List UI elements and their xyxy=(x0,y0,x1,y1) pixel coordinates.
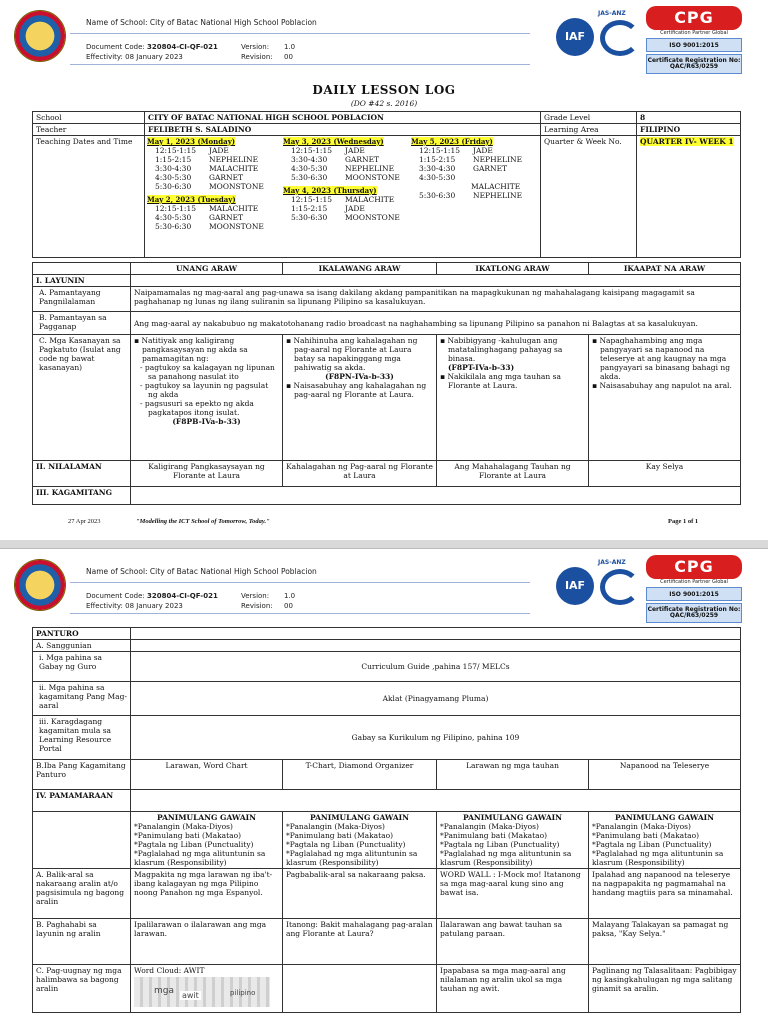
gabay-label: i. Mga pahina sa Gabay ng Guro xyxy=(33,652,131,682)
day-header-2: IKALAWANG ARAW xyxy=(283,263,437,275)
pamantayang-text: Naipamamalas ng mag-aaral ang pag-unawa sa isang dakilang akdang pampanitikan na mapagkukunan ng mahahalagang kaisipang magagamit sa paghahanap ng lunas ng ilang suliranin sa lipunang Pilipino sa kasalukuyan. xyxy=(131,287,741,312)
version-value: 1.0 xyxy=(284,592,296,600)
gabay-text: Curriculum Guide ,pahina 157/ MELCs xyxy=(131,652,741,682)
pag-uugnay-label: C. Pag-uugnay ng mga halimbawa sa bagong aralin xyxy=(33,965,131,1013)
day-header-3: IKATLONG ARAW xyxy=(437,263,589,275)
school-label: School xyxy=(33,112,145,124)
kasanayan-item: - pagsusuri sa epekto ng akda pagkatapos itong isulat. xyxy=(140,399,254,417)
schedule-row xyxy=(147,164,279,173)
revision-value: 00 xyxy=(284,602,293,610)
paghahabi-day3: Ilalarawan ang bawat tauhan sa patulang paraan. xyxy=(437,919,589,965)
header-divider xyxy=(70,613,530,614)
gawain-item: *Panimulang bati (Makatao) xyxy=(440,831,548,840)
school-seal-logo xyxy=(14,10,66,62)
pag-uugnay-day2 xyxy=(283,965,437,1013)
kasanayan-item: ▪ Naisasabuhay ang napulot na aral. xyxy=(592,381,732,390)
page-gap xyxy=(0,540,768,548)
schedule-column xyxy=(411,137,543,200)
schedule-row xyxy=(283,146,415,155)
kasanayan-day2-code: (F8PN-IVa-b-33) xyxy=(325,372,394,381)
jasanz-logo-icon xyxy=(600,20,640,56)
kasanayan-day1-list xyxy=(134,336,279,417)
lesson-log-table xyxy=(32,262,741,505)
kasanayan-day3-list xyxy=(440,336,585,363)
balik-aral-label: A. Balik-aral sa nakaraang aralin at/o pagsisimula ng bagong aralin xyxy=(33,869,131,919)
word-cloud-word: mga xyxy=(154,986,174,996)
schedule-section: MOONSTONE xyxy=(345,173,400,182)
gawain-item: *Panalangin (Maka-Diyos) xyxy=(134,822,233,831)
karagdagang-label: iii. Karagdagang kagamitan mula sa Learning Resource Portal xyxy=(33,716,131,760)
nilalaman-day3: Ang Mahahalagang Tauhan ng Florante at Laura xyxy=(437,461,589,487)
version-labels xyxy=(241,591,273,611)
header-divider xyxy=(70,33,530,34)
schedule-section: GARNET xyxy=(473,164,508,173)
schedule-row xyxy=(283,173,415,182)
teacher-value: FELIBETH S. SALADINO xyxy=(145,124,541,136)
quarter-label: Quarter & Week No. xyxy=(541,136,637,258)
kasanayan-day4 xyxy=(589,335,741,461)
version-value: 1.0 xyxy=(284,43,296,51)
nilalaman-day4: Kay Selya xyxy=(589,461,741,487)
schedule-column xyxy=(283,137,415,222)
schedule-time: 3:30-4:30 xyxy=(291,155,328,164)
schedule-section: NEPHELINE xyxy=(209,155,259,164)
balik-aral-day1: Magpakita ng mga larawan ng iba't-ibang kalagayan ng mga Pilipino noong Panahon ng mga Espanyol. xyxy=(131,869,283,919)
quarter-value-cell xyxy=(637,136,741,258)
version-label: Version: xyxy=(241,592,270,600)
day-header-1: UNANG ARAW xyxy=(131,263,283,275)
schedule-time: 12:15-1:15 xyxy=(155,146,196,155)
schedule-row xyxy=(411,164,543,173)
schedule-day: May 1, 2023 (Monday) xyxy=(147,137,236,146)
schedule-section: MALACHITE xyxy=(209,204,259,213)
certificate-registration: Certificate Registration No: QAC/R63/0259 xyxy=(646,54,742,74)
karagdagang-text: Gabay sa Kurikulum ng Filipino, pahina 109 xyxy=(131,716,741,760)
schedule-time: 5:30-6:30 xyxy=(291,213,328,222)
kasanayan-item: ▪ Napaghahambing ang mga pangyayari sa napanood na teleserye at ang kaugnay na mga pangyayari sa binasang bahagi ng akda. xyxy=(592,336,731,381)
schedule-row xyxy=(283,155,415,164)
kagamitang-pang-text: Aklat (Pinagyamang Pluma) xyxy=(131,682,741,716)
layunin-blank xyxy=(131,275,741,287)
iso-badge: ISO 9001:2015 xyxy=(646,587,742,601)
schedule-row xyxy=(147,213,279,222)
pag-uugnay-day3: Ipapabasa sa mga mag-aaral ang nilalaman ng aralin ukol sa mga tauhan ng awit. xyxy=(437,965,589,1013)
gawain-day4 xyxy=(589,812,741,869)
schedule-day: May 2, 2023 (Tuesday) xyxy=(147,195,236,204)
schedule-time: 12:15-1:15 xyxy=(291,195,332,204)
sanggunian-blank xyxy=(131,640,741,652)
revision-value: 00 xyxy=(284,53,293,61)
kasanayan-day2-item: ▪ Naisasabuhay ang kahalagahan ng pag-aaral ng Florante at Laura. xyxy=(286,381,427,399)
word-cloud-title: Word Cloud: AWIT xyxy=(134,966,205,975)
kasanayan-item: ▪ Nahihinuha ang kahalagahan ng pag-aaral ng Florante at Laura batay sa napakinggang mga pahiwatig sa akda. xyxy=(286,336,418,372)
schedule-time: 5:30-6:30 xyxy=(155,222,192,231)
pag-uugnay-day1 xyxy=(131,965,283,1013)
gawain-item: *Panalangin (Maka-Diyos) xyxy=(592,822,691,831)
schedule-section: MALACHITE xyxy=(471,182,521,191)
version-values xyxy=(284,591,295,611)
footer-date: 27 Apr 2023 xyxy=(68,518,101,525)
schedule-time: 3:30-4:30 xyxy=(155,164,192,173)
schedule-section: MOONSTONE xyxy=(209,182,264,191)
doc-code: 320804-CI-QF-021 xyxy=(147,43,218,51)
quarter-value: QUARTER IV- WEEK 1 xyxy=(640,137,734,146)
school-seal-logo xyxy=(14,559,66,611)
schedule-section: MALACHITE xyxy=(209,164,259,173)
kasanayan-item: ▪ Nabibigyang -kahulugan ang matatalinghagang pahayag sa binasa. xyxy=(440,336,563,363)
document-meta xyxy=(86,591,218,611)
schedule-time: 12:15-1:15 xyxy=(155,204,196,213)
doc-code-label: Document Code: xyxy=(86,43,145,51)
gawain-title: PANIMULANG GAWAIN xyxy=(614,813,715,822)
schedule-row xyxy=(411,173,543,182)
schedule-row xyxy=(411,146,543,155)
schedule-section: GARNET xyxy=(345,155,380,164)
revision-label: Revision: xyxy=(241,602,273,610)
schedule-day: May 5, 2023 (Friday) xyxy=(411,137,493,146)
jasanz-logo-text: JAS-ANZ xyxy=(598,559,626,566)
schedule-time: 12:15-1:15 xyxy=(419,146,460,155)
panturo-heading: PANTURO xyxy=(33,628,131,640)
gawain-title: PANIMULANG GAWAIN xyxy=(462,813,563,822)
gawain-item: *Pagtala ng Liban (Punctuality) xyxy=(134,840,254,849)
gawain-item: *Pagtala ng Liban (Punctuality) xyxy=(286,840,406,849)
paghahabi-day2: Itanong: Bakit mahalagang pag-aralan ang Florante at Laura? xyxy=(283,919,437,965)
gawain-blank xyxy=(33,812,131,869)
teacher-label: Teacher xyxy=(33,124,145,136)
version-values xyxy=(284,42,295,62)
schedule-section xyxy=(465,173,473,182)
schedule-row xyxy=(283,195,415,204)
iso-badge: ISO 9001:2015 xyxy=(646,38,742,52)
schedule-section: GARNET xyxy=(209,213,244,222)
schedule-time: 4:30-5:30 xyxy=(291,164,328,173)
page-header xyxy=(0,0,768,92)
schedule-time: 5:30-6:30 xyxy=(155,182,192,191)
paghahabi-day4: Malayang Talakayan sa pamagat ng paksa, "Kay Selya." xyxy=(589,919,741,965)
gawain-item: *Paglalahad ng mga alituntunin sa klasrum (Responsibility) xyxy=(134,849,266,867)
balik-aral-day3: WORD WALL : I-Mock mo! Itatanong sa mga mag-aaral kung sino ang bawat isa. xyxy=(437,869,589,919)
pag-uugnay-day4: Paglinang ng Talasalitaan: Pagbibigay ng kasingkahulugan ng mga salitang ginamit sa aralin. xyxy=(589,965,741,1013)
gawain-item: *Panimulang bati (Makatao) xyxy=(134,831,242,840)
iba-pang-day4: Napanood na Teleserye xyxy=(589,760,741,790)
school-name-text: Name of School: City of Batac National High School Poblacion xyxy=(86,18,317,27)
gawain-day2 xyxy=(283,812,437,869)
schedule-time: 12:15-1:15 xyxy=(291,146,332,155)
day-header-4: IKAAPAT NA ARAW xyxy=(589,263,741,275)
pamamaraan-blank xyxy=(131,790,741,812)
header-divider xyxy=(70,64,530,65)
iba-pang-day2: T-Chart, Diamond Organizer xyxy=(283,760,437,790)
doc-code-label: Document Code: xyxy=(86,592,145,600)
kasanayan-item: - pagtukoy sa kalagayan ng lipunan sa panahong nasulat ito xyxy=(140,363,275,381)
cpg-subtitle: Certification Partner Global xyxy=(660,579,728,585)
schedule-row xyxy=(147,222,279,231)
schedule-time: 4:30-5:30 xyxy=(155,173,192,182)
grade-value: 8 xyxy=(637,112,741,124)
cpg-logo: CPG xyxy=(646,555,742,579)
certificate-registration: Certificate Registration No: QAC/R63/0259 xyxy=(646,603,742,623)
area-value: FILIPINO xyxy=(637,124,741,136)
nilalaman-heading: II. NILALAMAN xyxy=(33,461,131,487)
word-cloud-word: pilipino xyxy=(230,989,256,997)
schedule-time: 3:30-4:30 xyxy=(419,164,456,173)
kasanayan-day1-code: (F8PB-IVa-b-33) xyxy=(172,417,241,426)
schedule-time: 5:30-6:30 xyxy=(419,191,456,200)
gawain-item: *Paglalahad ng mga alituntunin sa klasrum (Responsibility) xyxy=(592,849,724,867)
gawain-title: PANIMULANG GAWAIN xyxy=(156,813,257,822)
schedule-row xyxy=(147,204,279,213)
effectivity: Effectivity: 08 January 2023 xyxy=(86,602,183,610)
schedule-section: NEPHELINE xyxy=(473,155,523,164)
pagganap-text: Ang mag-aaral ay nakabubuo ng makatotohanang radio broadcast na naghahambing sa lipunang Pilipino sa panahon ni Balagtas at sa kasalukuyan. xyxy=(131,312,741,335)
gawain-item: *Paglalahad ng mga alituntunin sa klasrum (Responsibility) xyxy=(286,849,418,867)
gawain-day3 xyxy=(437,812,589,869)
kasanayan-item: - pagtukoy sa layunin ng pagsulat ng akda xyxy=(140,381,269,399)
footer-page: Page 1 of 1 xyxy=(668,518,699,525)
info-table xyxy=(32,111,741,258)
kasanayan-day2-list xyxy=(286,336,433,372)
iba-pang-day1: Larawan, Word Chart xyxy=(131,760,283,790)
kagamitang-heading: III. KAGAMITANG xyxy=(33,487,131,505)
gawain-item: *Panimulang bati (Makatao) xyxy=(286,831,394,840)
dates-label: Teaching Dates and Time xyxy=(33,136,145,258)
schedule-row xyxy=(283,164,415,173)
schedule-section: MOONSTONE xyxy=(209,222,264,231)
layunin-heading: I. LAYUNIN xyxy=(33,275,131,287)
schedule-section: JADE xyxy=(473,146,493,155)
version-label: Version: xyxy=(241,43,270,51)
page-title: DAILY LESSON LOG xyxy=(312,83,456,97)
procedure-table xyxy=(32,627,741,1013)
schedule-time: 1:15-2:15 xyxy=(291,204,328,213)
cpg-subtitle: Certification Partner Global xyxy=(660,30,728,36)
revision-label: Revision: xyxy=(241,53,273,61)
kasanayan-day2 xyxy=(283,335,437,461)
panturo-blank xyxy=(131,628,741,640)
word-cloud-image xyxy=(134,977,270,1007)
schedule-row xyxy=(411,182,543,191)
school-value: CITY OF BATAC NATIONAL HIGH SCHOOL POBLACION xyxy=(145,112,541,124)
kasanayan-day3-code: (F8PT-IVa-b-33) xyxy=(448,363,515,372)
schedule-section: NEPHELINE xyxy=(473,191,523,200)
paghahabi-day1: Ipalilarawan o ilalarawan ang mga larawan. xyxy=(131,919,283,965)
header-divider xyxy=(70,582,530,583)
gawain-day1 xyxy=(131,812,283,869)
iba-pang-day3: Larawan ng mga tauhan xyxy=(437,760,589,790)
schedule-time: 1:15-2:15 xyxy=(155,155,192,164)
balik-aral-day4: Ipalahad ang napanood na teleserye na nagpapakita ng pagmamahal na handang magtiis para sa minamahal. xyxy=(589,869,741,919)
schedule-column xyxy=(147,137,279,231)
grade-label: Grade Level xyxy=(541,112,637,124)
schedule-row xyxy=(283,213,415,222)
schedule-section: JADE xyxy=(345,204,365,213)
pamantayang-label: A. Pamantayang Pangnilalaman xyxy=(33,287,131,312)
schedule-section: MOONSTONE xyxy=(345,213,400,222)
schedule-row xyxy=(147,146,279,155)
effectivity: Effectivity: 08 January 2023 xyxy=(86,53,183,61)
gawain-item: *Pagtala ng Liban (Punctuality) xyxy=(440,840,560,849)
blank-cell xyxy=(33,263,131,275)
page-subtitle: (DO #42 s. 2016) xyxy=(350,99,418,108)
kasanayan-day3 xyxy=(437,335,589,461)
schedule-section: NEPHELINE xyxy=(345,164,395,173)
balik-aral-day2: Pagbabalik-aral sa nakaraang paksa. xyxy=(283,869,437,919)
schedule-time: 1:15-2:15 xyxy=(419,155,456,164)
gawain-item: *Panalangin (Maka-Diyos) xyxy=(440,822,539,831)
area-label: Learning Area xyxy=(541,124,637,136)
kagamitang-blank xyxy=(131,487,741,505)
kasanayan-item: ▪ Natitiyak ang kaligirang pangkasaysayan ng akda sa pamamagitan ng: xyxy=(134,336,248,363)
paghahabi-label: B. Paghahabi sa layunin ng aralin xyxy=(33,919,131,965)
schedule-row xyxy=(283,204,415,213)
iaf-logo: IAF xyxy=(556,567,594,605)
iba-pang-label: B.Iba Pang Kagamitang Panturo xyxy=(33,760,131,790)
kagamitang-pang-label: ii. Mga pahina sa kagamitang Pang Mag-aaral xyxy=(33,682,131,716)
schedule-row xyxy=(147,173,279,182)
jasanz-logo-icon xyxy=(600,569,640,605)
schedule-day: May 3, 2023 (Wednesday) xyxy=(283,137,384,146)
schedule-day: May 4, 2023 (Thursday) xyxy=(283,186,377,195)
gawain-item: *Paglalahad ng mga alituntunin sa klasrum (Responsibility) xyxy=(440,849,572,867)
document-meta xyxy=(86,42,218,62)
kasanayan-day4-list xyxy=(592,336,737,390)
jasanz-logo-text: JAS-ANZ xyxy=(598,10,626,17)
kasanayan-day1 xyxy=(131,335,283,461)
word-cloud-word: awit xyxy=(182,991,199,1000)
schedule-row xyxy=(147,155,279,164)
nilalaman-day1: Kaligirang Pangkasaysayan ng Florante at Laura xyxy=(131,461,283,487)
kasanayan-label: C. Mga Kasanayan sa Pagkatuto (Isulat ang code ng bawat kasanayan) xyxy=(33,335,131,461)
schedule-section: MALACHITE xyxy=(345,195,395,204)
footer-motto: "Modelling the ICT School of Tomorrow, Today." xyxy=(136,518,270,525)
cpg-logo: CPG xyxy=(646,6,742,30)
sanggunian-label: A. Sanggunian xyxy=(33,640,131,652)
gawain-item: *Panimulang bati (Makatao) xyxy=(592,831,700,840)
schedule-time: 5:30-6:30 xyxy=(291,173,328,182)
doc-code: 320804-CI-QF-021 xyxy=(147,592,218,600)
schedule-section: GARNET xyxy=(209,173,244,182)
version-labels xyxy=(241,42,273,62)
pagganap-label: B. Pamantayan sa Pagganap xyxy=(33,312,131,335)
gawain-title: PANIMULANG GAWAIN xyxy=(309,813,410,822)
schedule-time: 4:30-5:30 xyxy=(155,213,192,222)
schedule-section: JADE xyxy=(345,146,365,155)
schedule-section: JADE xyxy=(209,146,229,155)
schedule-row xyxy=(411,191,543,200)
schedule-cell xyxy=(145,136,541,258)
gawain-item: *Pagtala ng Liban (Punctuality) xyxy=(592,840,712,849)
gawain-item: *Panalangin (Maka-Diyos) xyxy=(286,822,385,831)
nilalaman-day2: Kahalagahan ng Pag-aaral ng Florante at Laura xyxy=(283,461,437,487)
kasanayan-day3-item: ▪ Nakikilala ang mga tauhan sa Florante at Laura. xyxy=(440,372,561,390)
schedule-time: 4:30-5:30 xyxy=(419,173,456,182)
schedule-row xyxy=(147,182,279,191)
page-two xyxy=(0,548,768,1024)
school-name-text: Name of School: City of Batac National High School Poblacion xyxy=(86,567,317,576)
iaf-logo: IAF xyxy=(556,18,594,56)
schedule-row xyxy=(411,155,543,164)
pamamaraan-heading: IV. PAMAMARAAN xyxy=(33,790,131,812)
schedule-grid xyxy=(147,137,538,255)
